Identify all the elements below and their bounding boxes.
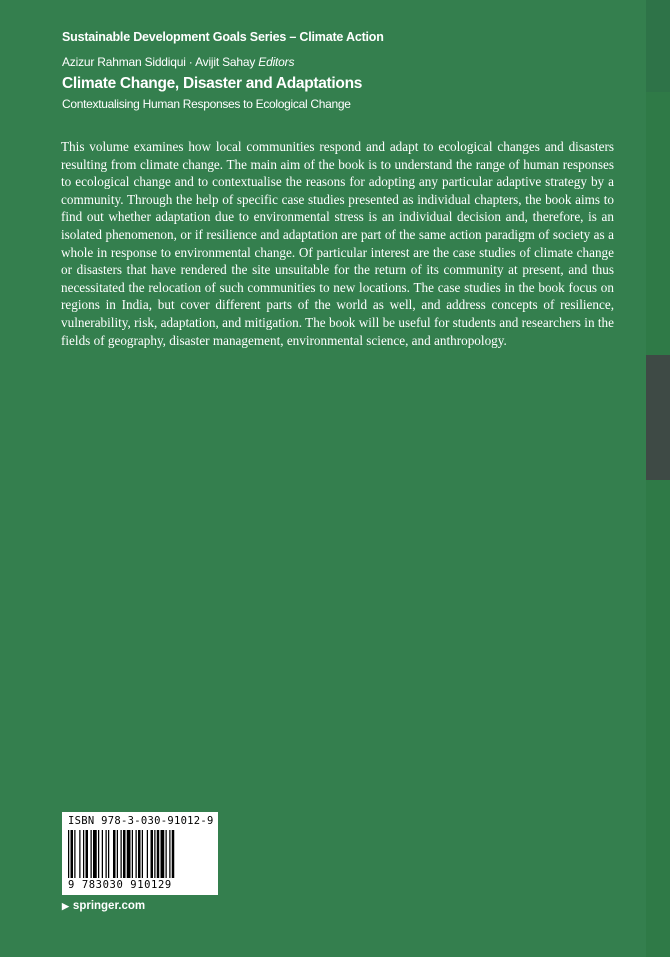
barcode-bar [106, 830, 107, 878]
arrow-right-icon: ▶ [62, 900, 69, 911]
barcode-bar [98, 830, 99, 878]
publisher-url: springer.com [72, 900, 146, 912]
barcode-bar [132, 830, 133, 878]
barcode-bars [68, 830, 212, 878]
barcode-bar [71, 830, 74, 878]
spine-edge-top [646, 0, 670, 92]
barcode-bar [127, 830, 131, 878]
barcode-bar [123, 830, 126, 878]
barcode-bar [68, 830, 69, 878]
barcode-bar [74, 830, 75, 878]
editors-role: Editors [258, 55, 295, 69]
isbn-text: ISBN 978-3-030-91012-9 [68, 815, 214, 827]
barcode-bar [136, 830, 137, 878]
barcode-bar [169, 830, 170, 878]
barcode-bar [161, 830, 165, 878]
editor-names: Azizur Rahman Siddiqui · Avijit Sahay [62, 55, 256, 69]
barcode-bar [138, 830, 141, 878]
barcode-bar [83, 830, 84, 878]
barcode-bar [154, 830, 155, 878]
barcode-bar [86, 830, 89, 878]
isbn-barcode [62, 812, 218, 895]
barcode-digits: 9 783030 910129 [68, 879, 172, 891]
spine-edge-dark-band [646, 355, 670, 480]
barcode-bar [172, 830, 175, 878]
publisher-link[interactable] [62, 900, 145, 912]
barcode-bar [121, 830, 122, 878]
book-title: Climate Change, Disaster and Adaptations [62, 75, 363, 92]
barcode-bar [102, 830, 103, 878]
barcode-bar [151, 830, 154, 878]
barcode-bar [113, 830, 116, 878]
barcode-bar [142, 830, 143, 878]
barcode-bar [93, 830, 97, 878]
barcode-bar [117, 830, 118, 878]
barcode-bar [108, 830, 109, 878]
barcode-bar [157, 830, 160, 878]
barcode-bar [91, 830, 92, 878]
series-title: Sustainable Development Goals Series – Climate Action [62, 30, 384, 44]
back-cover-blurb: This volume examines how local communities respond and adapt to ecological changes and disasters resulting from climate change. The main aim of the book is to understand the range of human responses to ecological change and to contextualise the reasons for adopting any particular adaptive strategy by a community. Through the help of specific case studies presented as individual chapters, the book aims to find out whether adaptation due to environmental stress is an individual decision and, therefore, is an isolated phenomenon, or if resilience and adaptation are part of the same action paradigm of society as a whole in response to environmental change. Of particular interest are the case studies of climate change or disasters that have rendered the site unsuitable for the return of its community at present, and thus necessitated the relocation of such communities to new locations. The case studies in the book focus on regions in India, but cover different parts of the world as well, and address concepts of resilience, vulnerability, risk, adaptation, and mitigation. The book will be useful for students and researchers in the fields of geography, disaster management, environmental science, and anthropology. [61, 139, 614, 348]
barcode-bar [166, 830, 167, 878]
editors-line [62, 55, 294, 69]
barcode-bar [79, 830, 80, 878]
book-subtitle: Contextualising Human Responses to Ecological Change [62, 97, 351, 111]
barcode-bar [147, 830, 148, 878]
